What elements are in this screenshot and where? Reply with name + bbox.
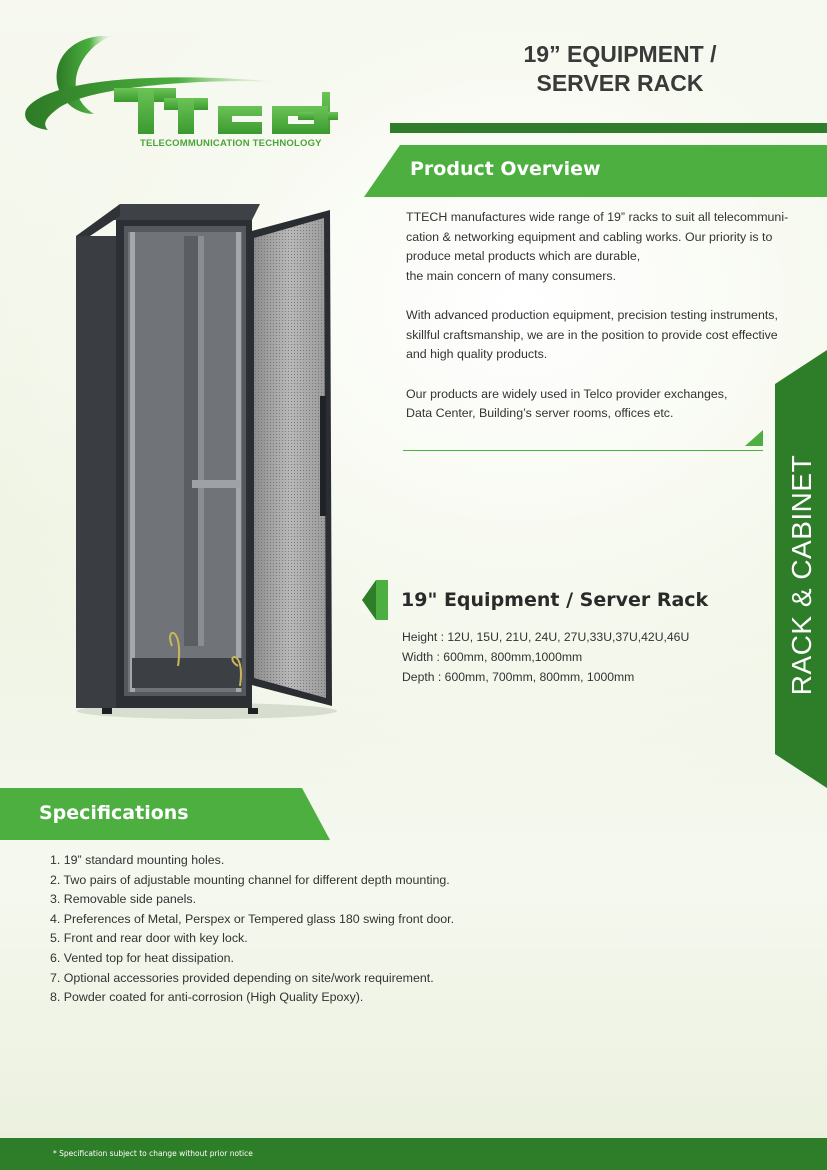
spec-item: 2. Two pairs of adjustable mounting channel for different depth mounting. [50,872,450,887]
divider-line [403,450,763,451]
page-title [470,40,770,98]
product-dimensions [402,627,772,687]
overview-line: Our products are widely used in Telco provider exchanges, [406,386,728,401]
logo-wordmark [114,88,338,134]
footer-disclaimer: * Specification subject to change without prior notice [53,1149,253,1158]
spec-item: 7. Optional accessories provided depending on site/work requirement. [50,970,434,985]
spec-item: 3. Removable side panels. [50,892,197,907]
title-line-2: SERVER RACK [536,70,704,96]
category-label: RACK & CABINET [786,454,818,696]
spec-item: 1. 19” standard mounting holes. [50,853,225,867]
product-title: 19" Equipment / Server Rack [401,589,709,611]
overview-line: the main concern of many consumers. [406,268,617,283]
spec-item: 6. Vented top for heat dissipation. [50,950,234,965]
product-height: Height : 12U, 15U, 21U, 24U, 27U,33U,37U,42U,46U [402,630,690,644]
overview-text [406,208,806,444]
specifications-list [50,851,610,1008]
logo-tagline: TELECOMMUNICATION TECHNOLOGY [140,138,322,149]
product-width: Width : 600mm, 800mm,1000mm [402,650,583,664]
specifications-heading: Specifications [39,802,189,824]
product-marker-bar [376,580,388,620]
overview-paragraph-3 [406,385,806,424]
overview-line: Data Center, Building’s server rooms, offices etc. [406,406,674,420]
overview-line: and high quality products. [406,347,548,361]
overview-line: cation & networking equipment and cabling works. Our priority is to [406,229,773,244]
server-rack-image [62,196,352,726]
overview-line: produce metal products which are durable, [406,249,641,263]
spec-item: 5. Front and rear door with key lock. [50,931,248,946]
product-marker-arrow [362,580,376,620]
title-underline-bar [390,123,827,133]
product-depth: Depth : 600mm, 700mm, 800mm, 1000mm [402,670,635,684]
category-label-wrapper [780,420,824,730]
overview-paragraph-2 [406,306,806,365]
spec-item: 8. Powder coated for anti-corrosion (High Quality Epoxy). [50,990,364,1005]
overview-heading: Product Overview [410,158,601,180]
spec-item: 4. Preferences of Metal, Perspex or Tempered glass 180 swing front door. [50,911,455,926]
overview-line: skillful craftsmanship, we are in the position to provide cost effective [406,327,778,342]
overview-line: With advanced production equipment, precision testing instruments, [406,308,778,322]
overview-paragraph-1 [406,208,806,286]
overview-line: TTECH manufactures wide range of 19” racks to suit all telecommuni- [406,210,789,224]
ttech-logo [22,30,342,180]
title-line-1: 19” EQUIPMENT / [523,41,717,67]
